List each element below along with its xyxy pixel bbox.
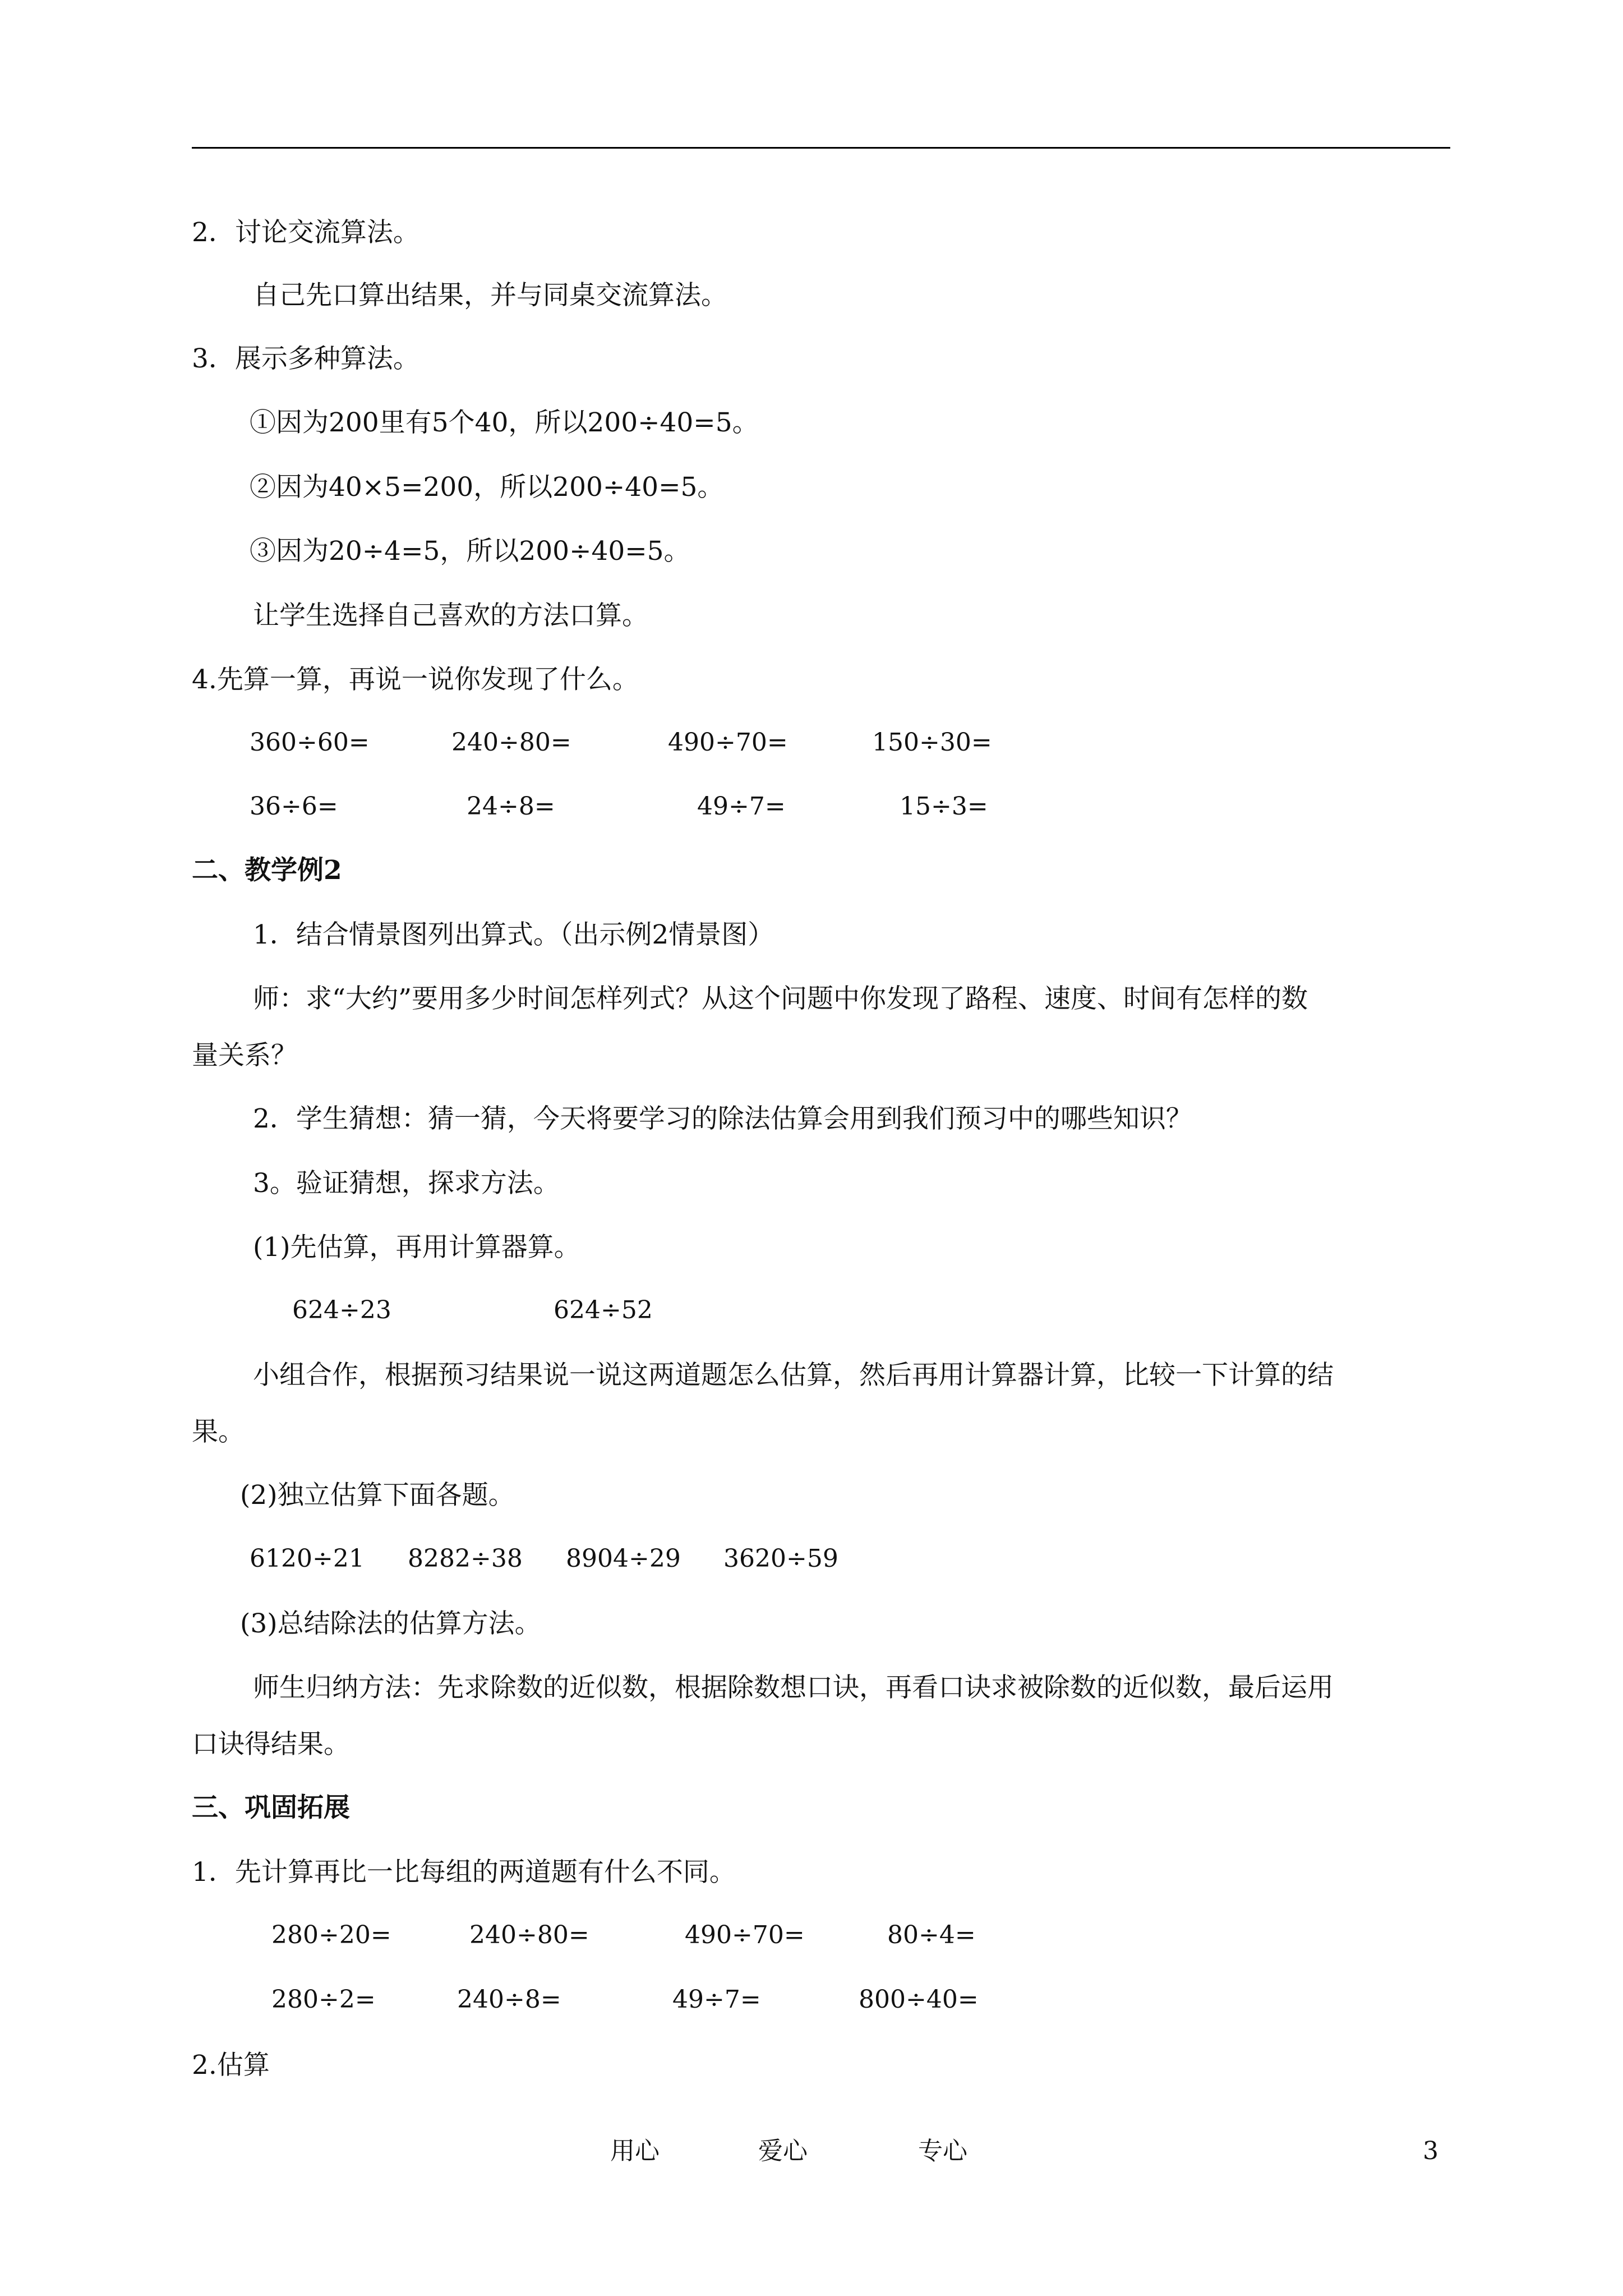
- expr: 49÷7=: [672, 1985, 761, 2014]
- expr: 15÷3=: [900, 792, 988, 821]
- method-note: 让学生选择自己喜欢的方法口算。: [253, 600, 648, 631]
- expr: 280÷20=: [271, 1921, 391, 1949]
- expr: 6120÷21: [250, 1544, 365, 1573]
- expr: 624÷52: [554, 1296, 653, 1324]
- expr: 8282÷38: [408, 1544, 523, 1573]
- step-4-heading: 4.先算一算，再说一说你发现了什么。: [192, 664, 639, 695]
- expr: 624÷23: [292, 1296, 391, 1324]
- teacher-question-line-2: 量关系？: [192, 1040, 297, 1071]
- page-number: 3: [1423, 2137, 1438, 2165]
- expr: 240÷8=: [457, 1985, 561, 2014]
- method-1: ①因为200里有5个40，所以200÷40=5。: [250, 407, 759, 438]
- expr: 280÷2=: [271, 1985, 376, 2014]
- footer-motto: 用心: [610, 2137, 660, 2165]
- method-2: ②因为40×5=200，所以200÷40=5。: [250, 472, 724, 503]
- example-step-2: 2．学生猜想：猜一猜，今天将要学习的除法估算会用到我们预习中的哪些知识？: [253, 1103, 1192, 1134]
- expr: 24÷8=: [467, 792, 555, 821]
- footer-motto: 爱心: [758, 2137, 808, 2165]
- expr: 150÷30=: [872, 728, 992, 757]
- expr: 3620÷59: [723, 1544, 838, 1573]
- expr: 36÷6=: [250, 792, 338, 821]
- expr: 80÷4=: [887, 1921, 976, 1949]
- substep-2: (2)独立估算下面各题。: [240, 1480, 515, 1511]
- summary-line-2: 口诀得结果。: [192, 1729, 350, 1760]
- step-2-text: 自己先口算出结果，并与同桌交流算法。: [253, 280, 727, 311]
- expr: 800÷40=: [859, 1985, 979, 2014]
- group-work-line-1: 小组合作，根据预习结果说一说这两道题怎么估算，然后再用计算器计算，比较一下计算的结: [253, 1360, 1334, 1391]
- example-step-1: 1．结合情景图列出算式。（出示例2情景图）: [253, 919, 774, 950]
- expr: 240÷80=: [451, 728, 571, 757]
- expr: 490÷70=: [668, 728, 788, 757]
- substep-3: (3)总结除法的估算方法。: [240, 1608, 541, 1639]
- step-2-heading: 2．讨论交流算法。: [192, 217, 419, 248]
- example-step-3: 3。验证猜想，探求方法。: [253, 1168, 560, 1199]
- expr: 360÷60=: [250, 728, 370, 757]
- method-3: ③因为20÷4=5，所以200÷40=5。: [250, 536, 690, 567]
- header-rule: [192, 147, 1450, 149]
- section-3-heading: 三、巩固拓展: [192, 1792, 350, 1823]
- expr: 240÷80=: [469, 1921, 589, 1949]
- section-2-heading: 二、教学例2: [192, 855, 342, 886]
- expr: 49÷7=: [697, 792, 786, 821]
- group-work-line-2: 果。: [192, 1416, 245, 1447]
- footer-motto: 专心: [918, 2137, 967, 2165]
- summary-line-1: 师生归纳方法：先求除数的近似数，根据除数想口诀，再看口诀求被除数的近似数，最后运用: [253, 1672, 1334, 1703]
- substep-1: (1)先估算，再用计算器算。: [253, 1232, 580, 1263]
- expr: 490÷70=: [685, 1921, 805, 1949]
- practice-step-1: 1．先计算再比一比每组的两道题有什么不同。: [192, 1857, 736, 1888]
- practice-step-2: 2.估算: [192, 2050, 270, 2081]
- expr: 8904÷29: [566, 1544, 681, 1573]
- teacher-question-line-1: 师：求“大约”要用多少时间怎样列式？从这个问题中你发现了路程、速度、时间有怎样的数: [253, 983, 1308, 1014]
- step-3-heading: 3．展示多种算法。: [192, 343, 419, 374]
